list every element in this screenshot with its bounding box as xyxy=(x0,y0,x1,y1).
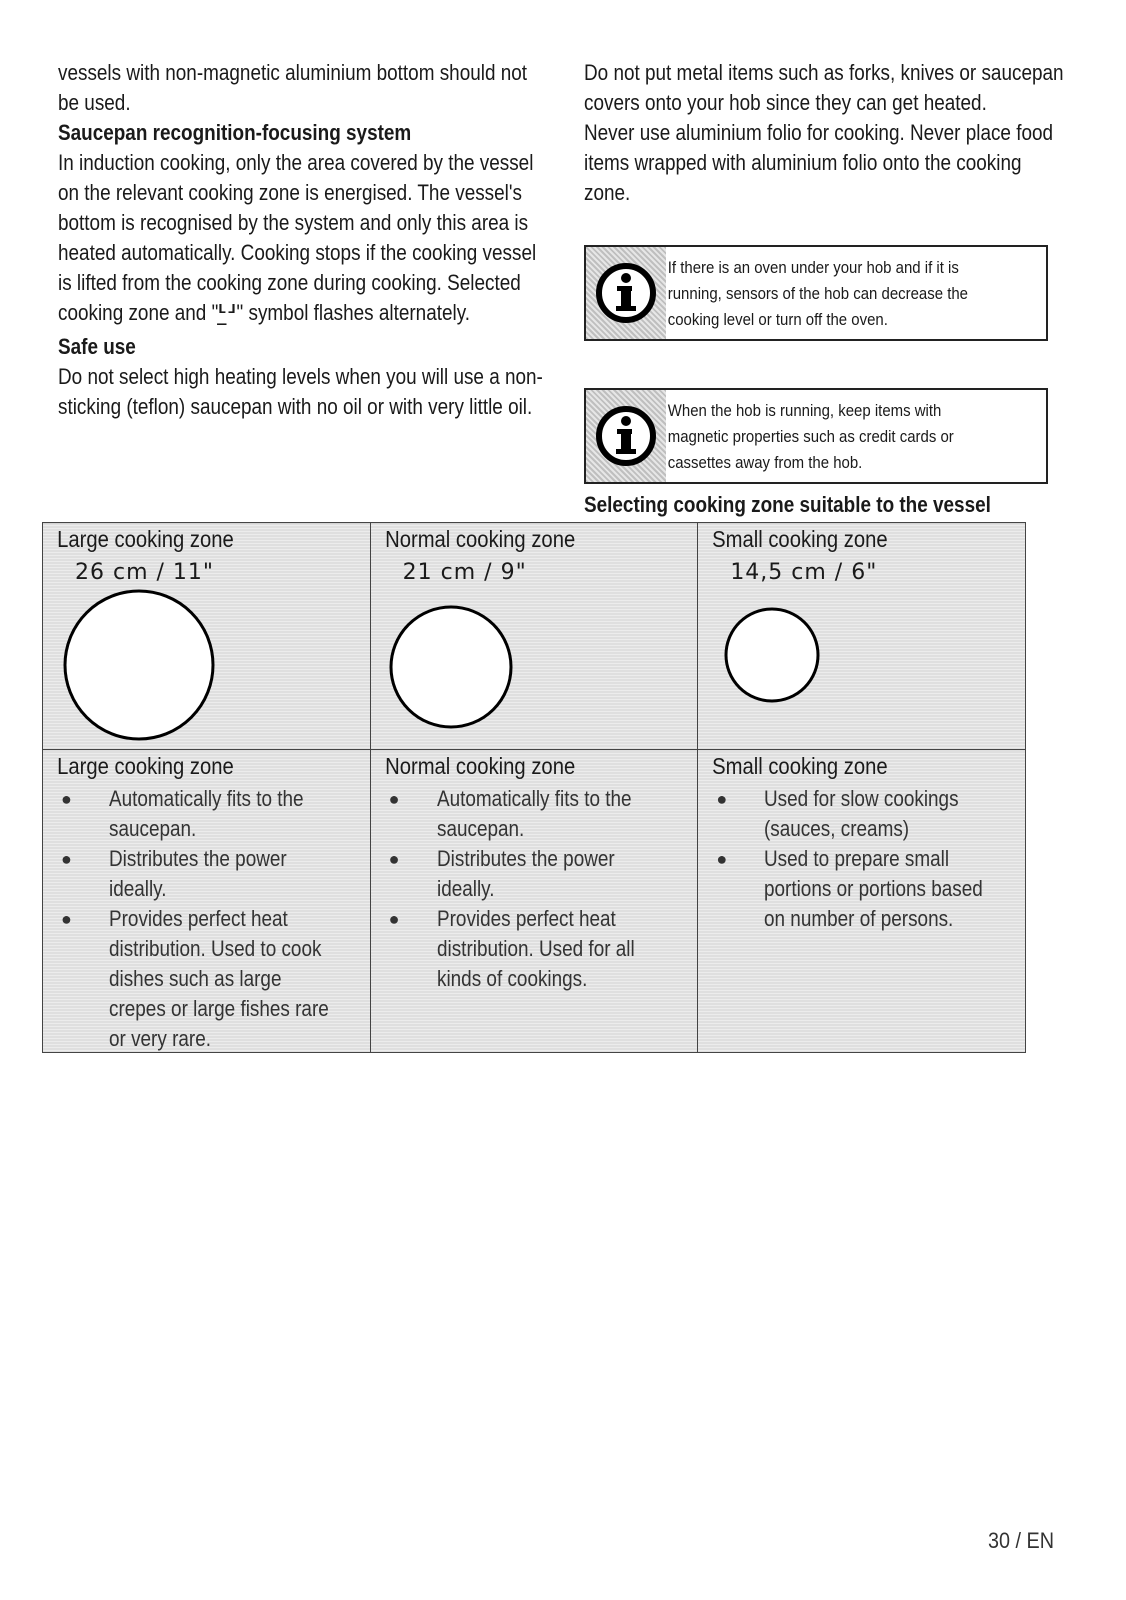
info-icon xyxy=(586,247,666,339)
small-zone-diagram xyxy=(698,523,1026,750)
normal-zone-features xyxy=(370,750,698,1053)
zone-title: Small cooking zone xyxy=(712,526,888,552)
metal-items-text: Do not put metal items such as forks, knives or saucepan covers onto your hob since they can get heated. xyxy=(584,60,1064,115)
large-zone-diagram xyxy=(43,523,371,750)
normal-zone-circle xyxy=(371,583,691,753)
saucepan-recognition-heading: Saucepan recognition-focusing system xyxy=(58,120,412,145)
page-number: 30 / EN xyxy=(988,1528,1055,1553)
zone-title: Normal cooking zone xyxy=(384,753,575,779)
list-item: ● Automatically fits to the saucepan. xyxy=(61,786,304,841)
zone-diagram-row xyxy=(43,523,1026,750)
normal-zone-diagram xyxy=(370,523,698,750)
small-zone-circle xyxy=(698,583,1018,753)
safe-use-text: Do not select high heating levels when you will use a non-sticking (teflon) saucepan with no oil or with very little oil. xyxy=(58,364,543,419)
cooking-zone-table xyxy=(42,522,1026,1053)
intro-text: vessels with non-magnetic aluminium bottom should not be used. xyxy=(58,60,528,115)
info-text-magnetic: When the hob is running, keep items with magnetic properties such as credit cards or cassettes away from the hob. xyxy=(667,401,954,472)
left-column xyxy=(58,58,548,422)
list-item: ● Used to prepare small portions or portions based on number of persons. xyxy=(716,846,984,931)
large-zone-circle xyxy=(43,583,363,753)
list-item: ● Provides perfect heat distribution. Used to cook dishes such as large crepes or large fishes rare or very rare. xyxy=(61,906,329,1051)
list-item: ● Automatically fits to the saucepan. xyxy=(388,786,632,841)
right-column xyxy=(584,58,1074,208)
saucepan-recognition-text: In induction cooking, only the area covered by the vessel on the relevant cooking zone is energised. The vessel's bottom is recognised by the system and only this area is heated automatically. Cooking stops if the cooking vessel is lifted from the cooking zone during cooking. Selected cooking zone and "ᒻ̲ᒽ" symbol flashes alternately. xyxy=(58,150,537,325)
zone-title: Large cooking zone xyxy=(57,526,234,552)
large-zone-features xyxy=(43,750,371,1053)
list-item: ● Distributes the power ideally. xyxy=(388,846,615,901)
aluminium-folio-text: Never use aluminium folio for cooking. Never place food items wrapped with aluminium folio onto the cooking zone. xyxy=(584,120,1054,205)
zone-title: Small cooking zone xyxy=(712,753,888,779)
info-box-oven xyxy=(584,245,1048,341)
list-item: ● Distributes the power ideally. xyxy=(61,846,287,901)
list-item: ● Used for slow cookings (sauces, creams) xyxy=(716,786,959,841)
zone-size: 21 cm / 9" xyxy=(402,560,527,585)
selecting-zone-heading: Selecting cooking zone suitable to the vessel xyxy=(584,492,991,517)
zone-title: Normal cooking zone xyxy=(384,526,575,552)
zone-size: 26 cm / 11" xyxy=(75,560,215,585)
list-item: ● Provides perfect heat distribution. Used for all kinds of cookings. xyxy=(388,906,635,991)
safe-use-heading: Safe use xyxy=(58,334,136,359)
pan-symbol: ᒻ̲ᒽ xyxy=(218,300,237,325)
zone-title: Large cooking zone xyxy=(57,753,234,779)
zone-size: 14,5 cm / 6" xyxy=(730,560,878,585)
small-zone-features xyxy=(698,750,1026,1053)
zone-features-row xyxy=(43,750,1026,1053)
info-icon xyxy=(586,390,666,482)
info-text-oven: If there is an oven under your hob and if it is running, sensors of the hob can decrease the cooking level or turn off the oven. xyxy=(667,258,968,329)
info-box-magnetic xyxy=(584,388,1048,484)
